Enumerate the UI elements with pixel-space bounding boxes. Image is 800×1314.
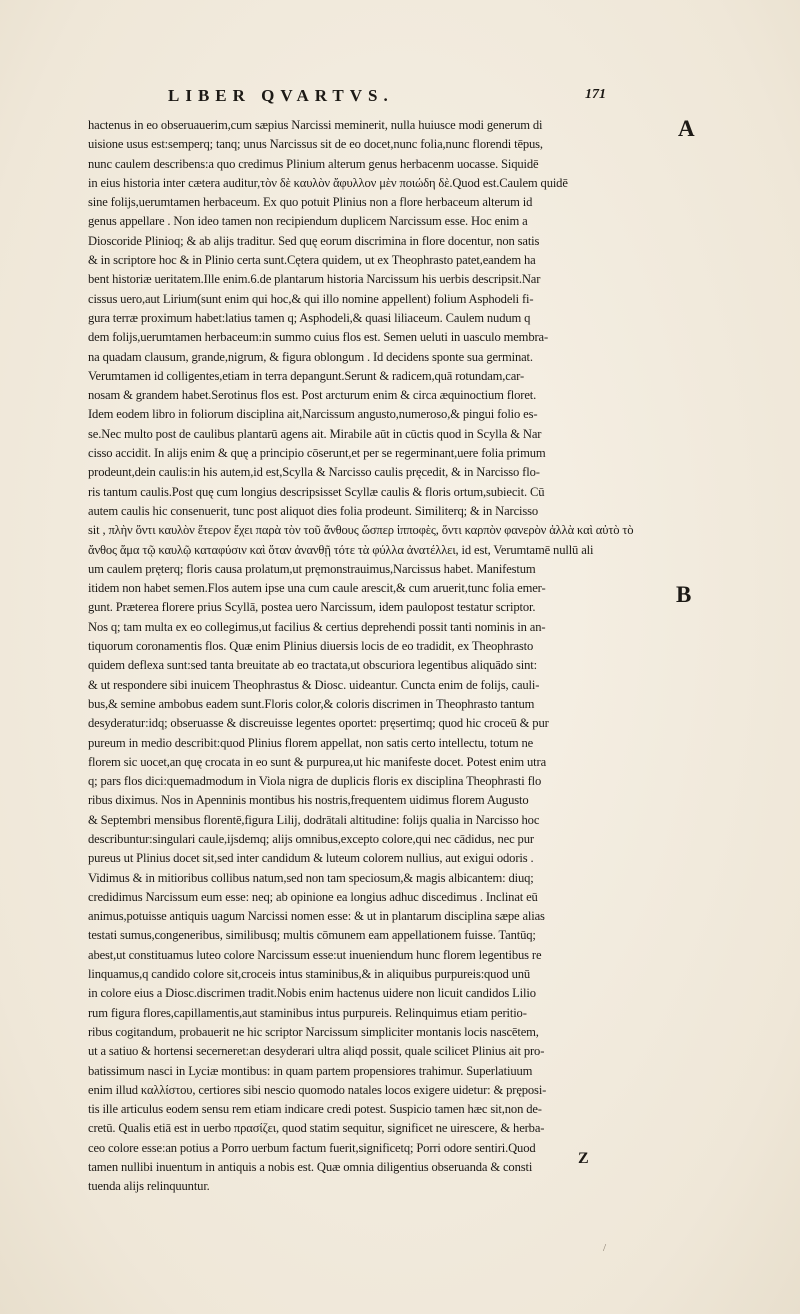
text-line: ἄνθος ἅμα τῷ καυλῷ καταφύσιν καὶ ὅταν ἀνανθῇ τότε τὰ φύλλα ἀνατέλλει, id est, Verumtamē nullū ali — [88, 542, 594, 557]
text-line: ribus diximus. Nos in Apenninis montibus his nostris,frequentem uidimus florem Augusto — [88, 793, 529, 808]
text-line: sine folijs,uerumtamen herbaceum. Ex quo potuit Plinius non a flore herbaceum alterum id — [88, 195, 533, 210]
text-line: na quadam clausum, grande,nigrum, & figura oblongum . Id decidens sponte sua germinat. — [88, 349, 533, 364]
text-line: in eius historia inter cætera auditur,τὸν δὲ καυλὸν ἄφυλλον μὲν ποιώδη δὲ.Quod est.Caulem quidē — [88, 175, 568, 190]
text-line: in colore eius a Diosc.discrimen tradit.Nobis enim hactenus uidere non licuit candidos Lilio — [88, 986, 536, 1001]
text-line: tis ille articulus eodem sensu rem etiam indicare credi potest. Suspicio tamen hæc sit,non de- — [88, 1102, 542, 1117]
text-line: tamen nullibi inuentum in antiquis a nobis est. Quæ omnia diligentius obseruanda & consti — [88, 1160, 533, 1175]
text-line: animus,potuisse antiquis uagum Narcissi nomen esse: & ut in plantarum disciplina sæpe alias — [88, 909, 545, 924]
text-line: gunt. Præterea florere prius Scyllā, postea uero Narcissum, idem paulopost testatur scriptor. — [88, 600, 536, 615]
text-line: quidem deflexa sunt:sed tanta breuitate ab eo tractata,ut obscuriora legentibus aliquādo sint: — [88, 658, 537, 673]
text-line: Nos q; tam multa ex eo collegimus,ut facilius & certius deprehendi possit tanti nominis in an- — [88, 619, 546, 634]
text-line: credidimus Narcissum eum esse: neq; ab opinione ea longius adhuc discedimus . Inclinat eū — [88, 889, 538, 904]
text-line: ceo colore esse:an potius a Porro uerbum factum fuerit,significetq; Porri odore sentiri.Quod — [88, 1140, 536, 1155]
text-line: nunc caulem describens:a quo credimus Plinium alterum genus herbacenm uocasse. Siquidē — [88, 156, 539, 171]
text-line: sit , πλὴν ὅντι καυλὸν ἕτερον ἔχει παρὰ τὸν τοῦ ἄνθους ὥσπερ ἱπποφὲς, ὅντι καρπὸν φανερὸν ἀλλὰ καὶ αὐτὸ τὸ — [88, 523, 634, 538]
text-line: batissimum nasci in Lyciæ montibus: in quam partem propensiores trahimur. Superlatiuum — [88, 1063, 533, 1078]
signature-mark: Z — [578, 1150, 589, 1167]
text-line: pureus ut Plinius docet sit,sed inter candidum & luteum colorem nullius, aut exigui odoris . — [88, 851, 534, 866]
text-line: Dioscoride Plinioq; & ab alijs traditur. Sed quę eorum discrimina in flore docentur, non satis — [88, 233, 540, 248]
margin-mark-a: A — [678, 116, 695, 141]
text-line: linquamus,q candido colore sit,croceis intus staminibus,& in aliquibus purpureis:quod unū — [88, 967, 531, 982]
text-line: uisione usus est:semperq; tanq; unus Narcissus sit de eo docet,nunc folia,nunc florendi tēpus, — [88, 137, 543, 152]
text-line: dem folijs,uerumtamen herbaceum:in summo cuius flos est. Semen ueluti in uasculo membra- — [88, 330, 549, 345]
text-line: cissus uero,aut Lirium(sunt enim qui hoc,& qui illo nomine appellent) folium Asphodeli fi- — [88, 291, 534, 306]
running-head: LIBER QVARTVS. — [168, 86, 394, 105]
text-line: bent historiæ ueritatem.Ille enim.6.de plantarum historia Narcissum his uerbis descripsit.Nar — [88, 272, 541, 287]
text-line: q; pars flos dici:quemadmodum in Viola nigra de duplicis floris ex disciplina Theophrasti flo — [88, 774, 542, 789]
text-line: nosam & grandem habet.Serotinus flos est. Post arcturum enim & circa æquinoctium floret. — [88, 388, 537, 403]
text-line: florem sic uocet,an quę crocata in eo sunt & purpurea,ut hic manifeste docet. Potest enim utra — [88, 754, 547, 769]
margin-mark-b: B — [676, 582, 692, 607]
text-line: ris tantum caulis.Post quę cum longius descripsisset Scyllæ caulis & floris ortum,subiecit. Cū — [88, 484, 545, 499]
stray-mark: / — [603, 1242, 607, 1254]
text-line: ut a satiuo & hortensi secerneret:an desyderari ultra aliqd possit, quale scilicet Plinius ait pro- — [88, 1044, 545, 1059]
text-line: Idem eodem libro in foliorum disciplina ait,Narcissum angusto,numeroso,& pingui folio es- — [88, 407, 538, 422]
text-line: testati sumus,congeneribus, similibusq; multis cōmunem eam appellationem fuisse. Tantūq; — [88, 928, 536, 943]
text-line: um caulem pręterq; floris causa prolatum,ut pręmonstrauimus,Narcissus habet. Manifestum — [88, 561, 536, 576]
text-line: se.Nec multo post de caulibus plantarū agens ait. Mirabile aūt in cūctis quod in Scylla & Nar — [88, 426, 542, 441]
body-text — [88, 116, 666, 1197]
text-line: rum figura flores,capillamentis,aut staminibus intus purpureis. Relinquimus etiam peritio- — [88, 1005, 527, 1020]
text-line: desyderatur:idq; obseruasse & discreuisse legentes oportet: pręsertimq; quod hic croceū & pur — [88, 716, 549, 731]
text-line: itidem non habet semen.Flos autem ipse una cum caule arescit,& cum aruerit,tunc folia emer- — [88, 581, 546, 596]
text-line: tiquorum coronamentis flos. Quæ enim Plinius diuersis locis de eo tradidit, ex Theophrasto — [88, 639, 534, 654]
text-line: bus,& semine ambobus eadem sunt.Floris color,& coloris discrimen in Theophrasto tantum — [88, 696, 535, 711]
text-line: pureum in medio describit:quod Plinius florem appellat, non satis certo intellectu, totum ne — [88, 735, 534, 750]
text-line: ribus cogitandum, probauerit ne hic scriptor Narcissum simpliciter montanis locis nascētem, — [88, 1024, 539, 1039]
text-line: autem caulis hic consenuerit, tunc post aliquot dies folia prodeunt. Similiterq; & in Narcisso — [88, 503, 539, 518]
text-line: & in scriptore hoc & in Plinio certa sunt.Cętera quidem, ut ex Theophrasto patet,eandem ha — [88, 253, 536, 268]
text-line: cisso accidit. In alijs enim & quę a principio cōserunt,et per se regerminant,uere folia primum — [88, 446, 546, 461]
text-line: Verumtamen id colligentes,etiam in terra depangunt.Serunt & radicem,quā rotundam,car- — [88, 368, 525, 383]
text-line: abest,ut constituamus luteo colore Narcissum esse:ut inueniendum hunc florem legentibus re — [88, 947, 542, 962]
text-line: tuenda alijs relinquuntur. — [88, 1179, 210, 1194]
text-line: cretū. Qualis etiā est in uerbo πρασίζει, quod statim sequitur, significet ne uirescere, & herba- — [88, 1121, 545, 1136]
text-line: Vidimus & in mitioribus collibus natum,sed non tam speciosum,& magis albicantem: diuq; — [88, 870, 534, 885]
text-line: gura terræ proximum habet:latius tamen q; Asphodeli,& quasi liliaceum. Caulem nudum q — [88, 310, 531, 325]
text-line: genus appellare . Non ideo tamen non recipiendum duplicem Narcissum esse. Hoc enim a — [88, 214, 528, 229]
folio-number: 171 — [585, 87, 606, 102]
text-line: enim illud καλλίστου, certiores sibi nescio quomodo natales locos exigere uidetur: & pręposi- — [88, 1082, 547, 1097]
text-line: prodeunt,dein caulis:in his autem,id est,Scylla & Narcisso caulis pręcedit, & in Narcisso flo- — [88, 465, 540, 480]
text-line: & Septembri mensibus florentē,figura Lilij, dodrātali altitudine: folijs qualia in Narcisso hoc — [88, 812, 540, 827]
text-line: describuntur:singulari caule,ijsdemq; alijs omnibus,excepto colore,qui nec cādidus, nec pur — [88, 831, 534, 846]
text-line: & ut respondere sibi inuicem Theophrastus & Diosc. uideantur. Cuncta enim de folijs, cauli- — [88, 677, 540, 692]
text-line: hactenus in eo obseruauerim,cum sæpius Narcissi meminerit, nulla huiusce modi generum di — [88, 118, 543, 132]
